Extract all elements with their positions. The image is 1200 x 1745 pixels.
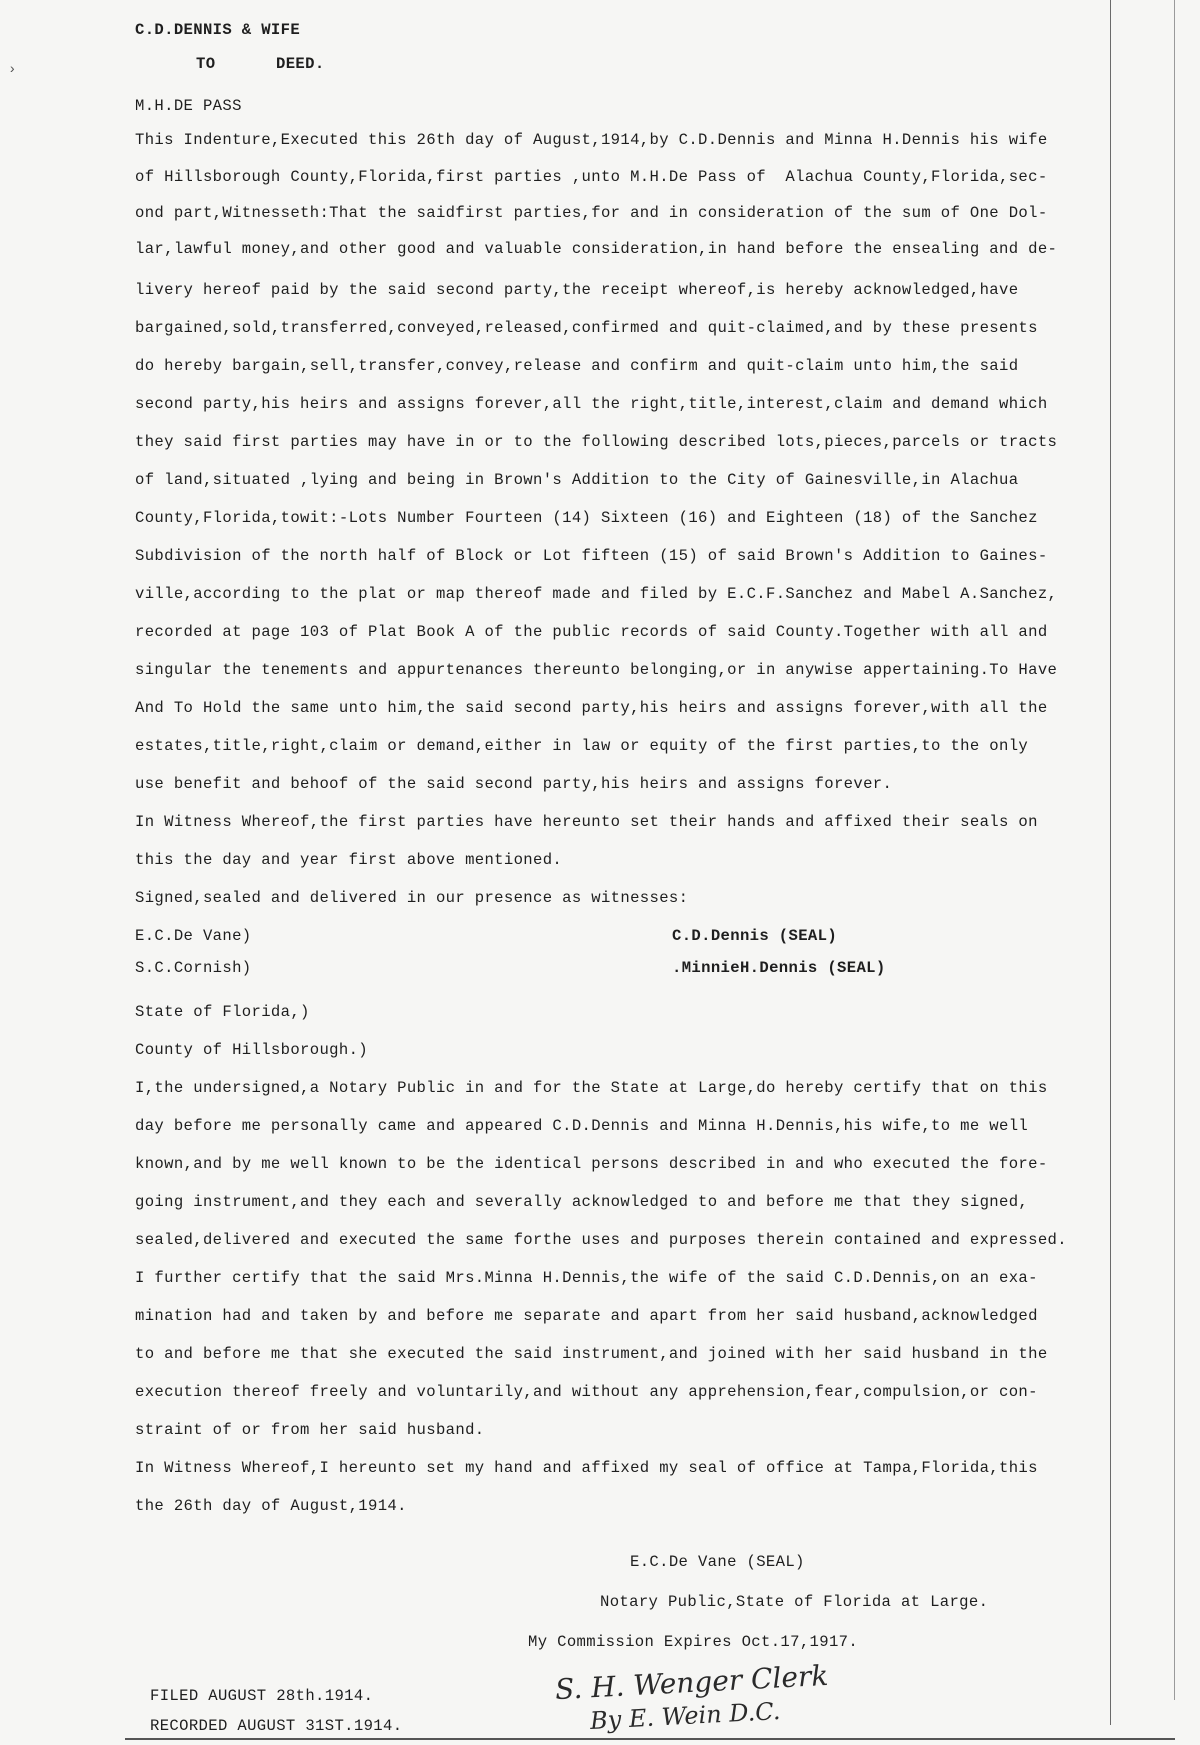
ack-line: the 26th day of August,1914. <box>135 1497 407 1515</box>
grantor-signature-1: C.D.Dennis (SEAL) <box>672 927 838 945</box>
body-line: ville,according to the plat or map thereof made and filed by E.C.F.Sanchez and Mabel A.Sanchez, <box>135 585 1058 603</box>
venue-state: State of Florida,) <box>135 1003 310 1021</box>
body-line: of Hillsborough County,Florida,first parties ,unto M.H.De Pass of Alachua County,Florida,sec- <box>135 168 1048 186</box>
body-line: use benefit and behoof of the said second party,his heirs and assigns forever. <box>135 775 893 793</box>
header-parties: C.D.DENNIS & WIFE <box>135 21 301 39</box>
body-line: County,Florida,towit:-Lots Number Fourteen (14) Sixteen (16) and Eighteen (18) of the Sanchez <box>135 509 1038 527</box>
header-instrument-type: DEED. <box>276 55 325 73</box>
ack-line: straint of or from her said husband. <box>135 1421 485 1439</box>
ack-line: mination had and taken by and before me separate and apart from her said husband,acknowledged <box>135 1307 1038 1325</box>
body-line: of land,situated ,lying and being in Brown's Addition to the City of Gainesville,in Alachua <box>135 471 1019 489</box>
body-line: ond part,Witnesseth:That the saidfirst parties,for and in consideration of the sum of One Dol- <box>135 204 1048 222</box>
ack-line: execution thereof freely and voluntarily,and without any apprehension,fear,compulsion,or con- <box>135 1383 1038 1401</box>
header-grantee: M.H.DE PASS <box>135 97 242 115</box>
body-line: lar,lawful money,and other good and valuable consideration,in hand before the ensealing and de- <box>135 240 1058 258</box>
notary-title: Notary Public,State of Florida at Large. <box>600 1593 989 1611</box>
filed-date: FILED AUGUST 28th.1914. <box>150 1687 374 1705</box>
ack-line: sealed,delivered and executed the same forthe uses and purposes therein contained and expressed. <box>135 1231 1067 1249</box>
notary-commission: My Commission Expires Oct.17,1917. <box>528 1633 859 1651</box>
witness-2: S.C.Cornish) <box>135 959 252 977</box>
ack-line: day before me personally came and appeared C.D.Dennis and Minna H.Dennis,his wife,to me well <box>135 1117 1029 1135</box>
body-line: In Witness Whereof,the first parties have hereunto set their hands and affixed their seals on <box>135 813 1038 831</box>
body-line: Subdivision of the north half of Block or Lot fifteen (15) of said Brown's Addition to Gaines- <box>135 547 1048 565</box>
venue-county: County of Hillsborough.) <box>135 1041 368 1059</box>
body-line: singular the tenements and appurtenances thereunto belonging,or in anywise appertaining.To Have <box>135 661 1058 679</box>
header-to: TO <box>196 55 216 73</box>
recorded-date: RECORDED AUGUST 31ST.1914. <box>150 1717 403 1735</box>
page-edge-rule <box>1110 0 1111 1725</box>
body-line: Signed,sealed and delivered in our presence as witnesses: <box>135 889 689 907</box>
body-line: This Indenture,Executed this 26th day of August,1914,by C.D.Dennis and Minna H.Dennis his wife <box>135 131 1048 149</box>
grantor-signature-2: .MinnieH.Dennis (SEAL) <box>672 959 886 977</box>
body-line: this the day and year first above mentioned. <box>135 851 563 869</box>
clerk-signature: S. H. Wenger Clerk <box>554 1658 830 1707</box>
body-line: they said first parties may have in or to the following described lots,pieces,parcels or tracts <box>135 433 1058 451</box>
ack-line: In Witness Whereof,I hereunto set my hand and affixed my seal of office at Tampa,Florida,this <box>135 1459 1038 1477</box>
notary-name: E.C.De Vane (SEAL) <box>630 1553 805 1571</box>
ack-line: to and before me that she executed the said instrument,and joined with her said husband in the <box>135 1345 1048 1363</box>
body-line: recorded at page 103 of Plat Book A of the public records of said County.Together with all and <box>135 623 1048 641</box>
body-line: And To Hold the same unto him,the said second party,his heirs and assigns forever,with all the <box>135 699 1048 717</box>
body-line: estates,title,right,claim or demand,either in law or equity of the first parties,to the only <box>135 737 1029 755</box>
page-edge-rule-outer <box>1174 0 1175 1700</box>
ack-line: I,the undersigned,a Notary Public in and for the State at Large,do hereby certify that on this <box>135 1079 1048 1097</box>
ack-line: I further certify that the said Mrs.Minna H.Dennis,the wife of the said C.D.Dennis,on an exa- <box>135 1269 1038 1287</box>
body-line: second party,his heirs and assigns forever,all the right,title,interest,claim and demand which <box>135 395 1048 413</box>
ack-line: known,and by me well known to be the identical persons described in and who executed the fore- <box>135 1155 1048 1173</box>
margin-mark: › <box>8 62 17 78</box>
body-line: bargained,sold,transferred,conveyed,released,confirmed and quit-claimed,and by these presents <box>135 319 1038 337</box>
deputy-clerk-signature: By E. Wein D.C. <box>589 1697 782 1735</box>
body-line: livery hereof paid by the said second party,the receipt whereof,is hereby acknowledged,have <box>135 281 1019 299</box>
ack-line: going instrument,and they each and severally acknowledged to and before me that they signed, <box>135 1193 1029 1211</box>
body-line: do hereby bargain,sell,transfer,convey,release and confirm and quit-claim unto him,the said <box>135 357 1019 375</box>
page-bottom-rule <box>125 1738 1175 1740</box>
witness-1: E.C.De Vane) <box>135 927 252 945</box>
